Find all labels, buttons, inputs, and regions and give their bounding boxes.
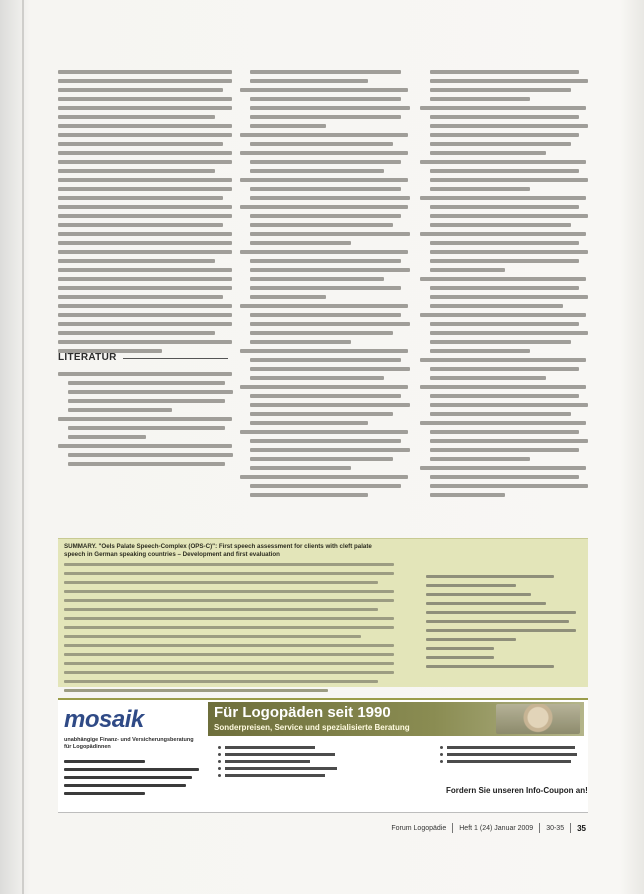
- reference-line: [68, 462, 225, 466]
- text-line: [426, 629, 576, 632]
- ad-banner-title: Für Logopäden seit 1990: [214, 704, 391, 721]
- bullet-icon: [440, 753, 443, 756]
- reference-line: [430, 241, 579, 245]
- footer-divider: [570, 823, 571, 833]
- reference-line: [250, 421, 368, 425]
- bullet-item: [218, 746, 337, 749]
- reference-line: [250, 241, 351, 245]
- ad-subtitle: unabhängige Finanz- und Versicherungsberatung für Logopädinnen: [64, 737, 194, 750]
- text-line: [64, 784, 186, 787]
- reference-line: [430, 250, 588, 254]
- page-footer: [330, 822, 586, 834]
- text-line: [58, 205, 232, 209]
- text-line: [58, 286, 232, 290]
- ad-bullet-list-left: [218, 746, 337, 781]
- reference-line: [240, 88, 408, 92]
- reference-line: [250, 313, 401, 317]
- reference-line: [430, 214, 588, 218]
- reference-list-column-1: [58, 372, 232, 471]
- text-line: [58, 295, 223, 299]
- literature-heading: [58, 352, 228, 363]
- text-line: [58, 322, 232, 326]
- bullet-text: [225, 746, 315, 749]
- text-line: [64, 635, 361, 638]
- footer-divider: [452, 823, 453, 833]
- text-line: [64, 581, 378, 584]
- reference-line: [250, 277, 384, 281]
- reference-line: [240, 430, 408, 434]
- reference-line: [250, 331, 393, 335]
- text-line: [58, 160, 232, 164]
- reference-line: [250, 259, 401, 263]
- bullet-text: [447, 753, 577, 756]
- reference-line: [68, 408, 172, 412]
- reference-line: [250, 124, 326, 128]
- reference-line: [430, 133, 579, 137]
- text-line: [58, 133, 232, 137]
- text-line: [64, 760, 145, 763]
- reference-line: [240, 133, 408, 137]
- reference-line: [430, 178, 588, 182]
- text-line: [64, 644, 394, 647]
- bullet-icon: [218, 753, 221, 756]
- reference-line: [430, 295, 588, 299]
- text-line: [426, 638, 516, 641]
- text-line: [58, 142, 223, 146]
- reference-line: [250, 376, 384, 380]
- text-line: [58, 196, 223, 200]
- text-line: [58, 277, 232, 281]
- text-line: [64, 662, 394, 665]
- reference-line: [250, 232, 410, 236]
- reference-list-column-2: [240, 70, 408, 502]
- reference-line: [430, 439, 588, 443]
- text-line: [426, 575, 554, 578]
- bullet-icon: [440, 760, 443, 763]
- reference-line: [240, 385, 408, 389]
- footer-journal: Forum Logopädie: [391, 824, 447, 832]
- reference-line: [68, 426, 225, 430]
- text-line: [64, 563, 394, 566]
- text-line: [64, 680, 378, 683]
- reference-line: [250, 466, 351, 470]
- bullet-text: [225, 753, 335, 756]
- reference-line: [420, 313, 586, 317]
- text-line: [64, 768, 199, 771]
- reference-line: [420, 466, 586, 470]
- reference-line: [430, 484, 588, 488]
- reference-line: [250, 322, 410, 326]
- reference-line: [250, 439, 401, 443]
- text-line: [64, 689, 328, 692]
- reference-line: [420, 196, 586, 200]
- reference-line: [68, 381, 225, 385]
- text-line: [426, 647, 494, 650]
- ad-call-to-action: Fordern Sie unseren Info-Coupon an!: [446, 786, 588, 795]
- reference-line: [250, 79, 368, 83]
- text-line: [58, 97, 232, 101]
- text-line: [64, 776, 192, 779]
- reference-line: [430, 124, 588, 128]
- bullet-text: [447, 760, 571, 763]
- reference-line: [68, 390, 233, 394]
- reference-line: [250, 196, 410, 200]
- reference-line: [250, 142, 393, 146]
- reference-line: [68, 453, 233, 457]
- text-line: [426, 611, 576, 614]
- text-line: [58, 124, 232, 128]
- text-line: [58, 70, 232, 74]
- reference-line: [430, 115, 579, 119]
- reference-line: [250, 484, 401, 488]
- bullet-icon: [440, 746, 443, 749]
- text-line: [64, 608, 378, 611]
- reference-line: [430, 367, 579, 371]
- reference-line: [430, 79, 588, 83]
- reference-line: [250, 448, 410, 452]
- text-line: [58, 241, 232, 245]
- reference-line: [250, 97, 401, 101]
- text-line: [64, 590, 394, 593]
- reference-line: [250, 160, 401, 164]
- text-line: [64, 671, 394, 674]
- bullet-text: [225, 774, 325, 777]
- reference-line: [430, 169, 579, 173]
- reference-line: [420, 277, 586, 281]
- reference-line: [430, 259, 579, 263]
- reference-line: [250, 493, 368, 497]
- text-line: [426, 602, 546, 605]
- text-line: [64, 653, 394, 656]
- reference-line: [250, 223, 393, 227]
- text-line: [58, 169, 215, 173]
- ad-photo: [496, 704, 580, 734]
- text-line: [426, 656, 494, 659]
- text-line: [64, 572, 394, 575]
- reference-line: [240, 178, 408, 182]
- text-line: [58, 268, 232, 272]
- correspondence-address: [426, 575, 576, 674]
- footer-issue: Heft 1 (24) Januar 2009: [459, 824, 534, 832]
- advertisement: [58, 698, 588, 813]
- text-line: [426, 620, 569, 623]
- bullet-icon: [218, 746, 221, 749]
- reference-line: [240, 304, 408, 308]
- page-number: 35: [577, 823, 586, 833]
- reference-line: [240, 151, 408, 155]
- reference-line: [430, 151, 546, 155]
- reference-line: [430, 412, 571, 416]
- text-line: [426, 665, 554, 668]
- text-line: [426, 593, 531, 596]
- reference-line: [250, 286, 401, 290]
- text-line: [426, 584, 516, 587]
- reference-line: [420, 358, 586, 362]
- reference-line: [420, 106, 586, 110]
- reference-line: [250, 394, 401, 398]
- bullet-item: [218, 753, 337, 756]
- bullet-item: [218, 774, 337, 777]
- reference-line: [58, 444, 232, 448]
- text-line: [58, 106, 232, 110]
- footer-page-range: 30-35: [546, 824, 565, 832]
- reference-line: [250, 403, 410, 407]
- text-line: [58, 178, 232, 182]
- reference-line: [250, 70, 401, 74]
- reference-line: [420, 160, 586, 164]
- reference-line: [250, 106, 410, 110]
- reference-list-column-3: [420, 70, 586, 502]
- reference-line: [430, 187, 530, 191]
- bullet-item: [218, 760, 337, 763]
- reference-line: [58, 417, 232, 421]
- ad-bullet-list-right: [440, 746, 577, 767]
- article-body-column-1: [58, 70, 232, 358]
- reference-line: [430, 475, 579, 479]
- reference-line: [430, 97, 530, 101]
- reference-line: [250, 367, 410, 371]
- bullet-item: [218, 767, 337, 770]
- text-line: [58, 304, 232, 308]
- text-line: [58, 115, 215, 119]
- text-line: [58, 151, 232, 155]
- heading-rule: [123, 358, 228, 359]
- page-gutter-shadow: [22, 0, 24, 894]
- bullet-item: [440, 760, 577, 763]
- reference-line: [430, 493, 505, 497]
- reference-line: [250, 187, 401, 191]
- reference-line: [430, 457, 530, 461]
- reference-line: [430, 430, 579, 434]
- ad-banner: [208, 702, 584, 736]
- text-line: [58, 79, 232, 83]
- text-line: [58, 313, 232, 317]
- ad-banner-subtitle: Sonderpreisen, Service und spezialisierte Beratung: [214, 723, 410, 732]
- reference-line: [430, 349, 530, 353]
- reference-line: [250, 358, 401, 362]
- reference-line: [250, 412, 393, 416]
- reference-line: [250, 268, 410, 272]
- bullet-text: [225, 767, 337, 770]
- brand-logo: mosaik: [64, 706, 144, 733]
- text-line: [58, 250, 232, 254]
- bullet-item: [440, 746, 577, 749]
- text-line: [64, 792, 145, 795]
- reference-line: [430, 322, 579, 326]
- text-line: [58, 331, 215, 335]
- footer-divider: [539, 823, 540, 833]
- reference-line: [430, 70, 579, 74]
- reference-line: [430, 223, 571, 227]
- ad-contact-block: [64, 760, 199, 800]
- bullet-text: [447, 746, 575, 749]
- reference-line: [430, 340, 571, 344]
- bullet-icon: [218, 760, 221, 763]
- summary-title: SUMMARY. "Oels Palate Speech-Complex (OPS-C)": First speech assessment for clients with cleft palate speech in German speaking countries – Development and first evaluation: [64, 543, 372, 558]
- bullet-icon: [218, 767, 221, 770]
- reference-line: [420, 232, 586, 236]
- text-line: [58, 88, 223, 92]
- text-line: [64, 617, 394, 620]
- reference-line: [430, 376, 546, 380]
- bullet-item: [440, 753, 577, 756]
- reference-line: [250, 115, 401, 119]
- text-line: [64, 599, 394, 602]
- reference-line: [430, 331, 588, 335]
- reference-line: [430, 142, 571, 146]
- reference-line: [430, 448, 579, 452]
- reference-line: [58, 372, 232, 376]
- reference-line: [430, 268, 505, 272]
- reference-line: [250, 169, 384, 173]
- reference-line: [240, 475, 408, 479]
- reference-line: [420, 385, 586, 389]
- reference-line: [240, 250, 408, 254]
- reference-line: [430, 394, 579, 398]
- reference-line: [420, 421, 586, 425]
- reference-line: [430, 205, 579, 209]
- text-line: [58, 223, 223, 227]
- reference-line: [250, 457, 393, 461]
- bullet-icon: [218, 774, 221, 777]
- reference-line: [430, 286, 579, 290]
- reference-line: [430, 88, 571, 92]
- summary-abstract: [64, 563, 394, 716]
- reference-line: [68, 399, 225, 403]
- reference-line: [240, 205, 408, 209]
- text-line: [64, 626, 394, 629]
- text-line: [58, 214, 232, 218]
- bullet-text: [225, 760, 310, 763]
- literature-heading-text: LITERATUR: [58, 352, 117, 363]
- reference-line: [68, 435, 146, 439]
- reference-line: [430, 403, 588, 407]
- text-line: [58, 340, 232, 344]
- reference-line: [250, 340, 351, 344]
- reference-line: [250, 214, 401, 218]
- text-line: [58, 259, 215, 263]
- reference-line: [240, 349, 408, 353]
- reference-line: [250, 295, 326, 299]
- text-line: [58, 187, 232, 191]
- summary-box: [58, 538, 588, 687]
- text-line: [58, 232, 232, 236]
- reference-line: [430, 304, 563, 308]
